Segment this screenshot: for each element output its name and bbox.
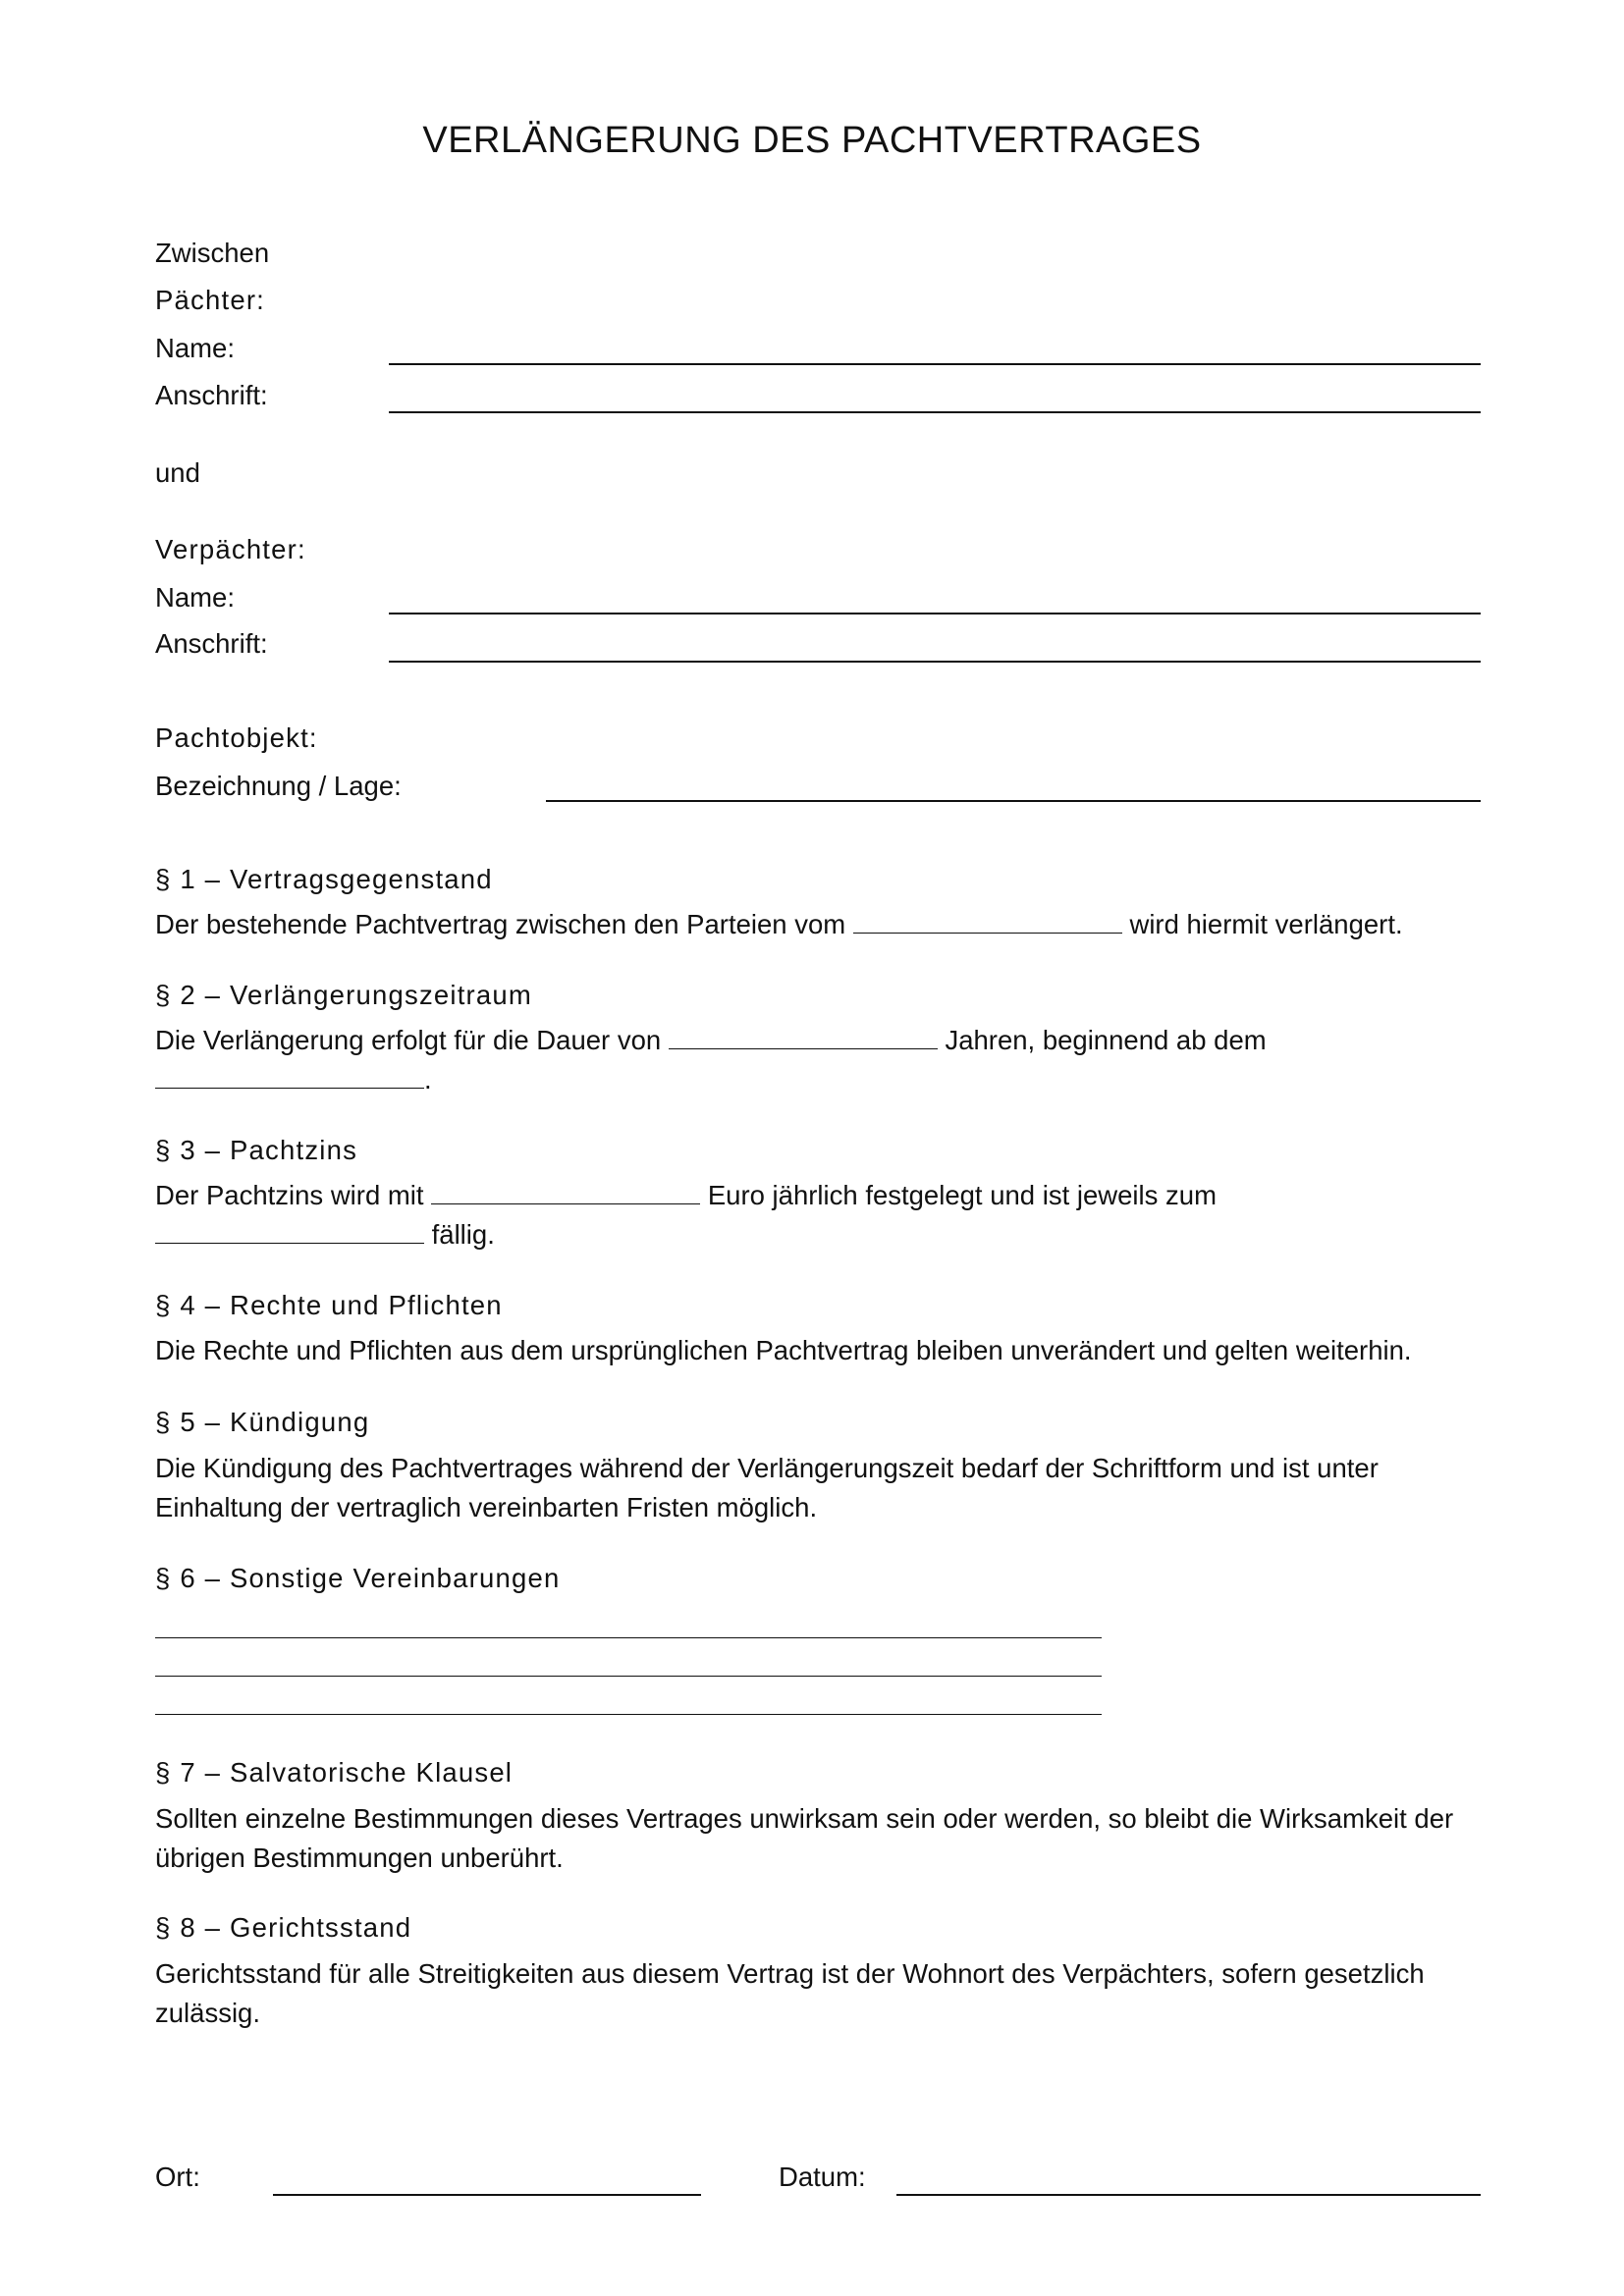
section-8-heading: § 8 – Gerichtsstand — [155, 1912, 412, 1943]
ort-line[interactable] — [273, 2194, 701, 2196]
section-4-text: Die Rechte und Pflichten aus dem ursprünglichen Pachtvertrag bleiben unverändert und gelten weiterhin. — [155, 1335, 1412, 1365]
contract-date-blank[interactable] — [853, 911, 1122, 934]
section-3-text-line2 — [155, 1215, 495, 1255]
section-8-text-line2: zulässig. — [155, 1998, 260, 2028]
section-5-heading: § 5 – Kündigung — [155, 1407, 370, 1437]
label-paechter-name: Name: — [155, 333, 235, 363]
label-paechter-anschrift: Anschrift: — [155, 380, 268, 410]
section-1-text — [155, 905, 1403, 944]
label-verpaechter-name: Name: — [155, 582, 235, 613]
section-8-text-line1: Gerichtsstand für alle Streitigkeiten aus diesem Vertrag ist der Wohnort des Verpächters, sofern gesetzlich — [155, 1958, 1425, 1989]
label-verpaechter-anschrift: Anschrift: — [155, 628, 268, 659]
sonstige-line-3[interactable] — [155, 1714, 1102, 1715]
sonstige-line-1[interactable] — [155, 1637, 1102, 1638]
section-3-text-a: Der Pachtzins wird mit — [155, 1180, 424, 1210]
label-und: und — [155, 457, 200, 488]
verpaechter-anschrift-line[interactable] — [389, 661, 1481, 663]
label-datum: Datum: — [779, 2162, 866, 2192]
section-2-text-b: Jahren, beginnend ab dem — [945, 1025, 1267, 1055]
label-zwischen: Zwischen — [155, 238, 270, 268]
label-verpaechter: Verpächter: — [155, 534, 306, 564]
due-date-blank[interactable] — [155, 1221, 424, 1244]
section-1-text-b: wird hiermit verlängert. — [1129, 909, 1403, 939]
section-2-text-line2 — [155, 1060, 432, 1099]
section-2-text-a: Die Verlängerung erfolgt für die Dauer von — [155, 1025, 662, 1055]
label-bezeichnung-lage: Bezeichnung / Lage: — [155, 771, 402, 801]
section-3-text-b: Euro jährlich festgelegt und ist jeweils zum — [707, 1180, 1217, 1210]
section-5-text-line1: Die Kündigung des Pachtvertrages während der Verlängerungszeit bedarf der Schriftform und ist unter — [155, 1453, 1379, 1483]
section-7-text-line2: übrigen Bestimmungen unberührt. — [155, 1842, 564, 1873]
rent-amount-blank[interactable] — [431, 1182, 700, 1204]
section-6-heading: § 6 – Sonstige Vereinbarungen — [155, 1563, 561, 1593]
verpaechter-name-line[interactable] — [389, 613, 1481, 614]
label-paechter: Pächter: — [155, 285, 266, 315]
paechter-name-line[interactable] — [389, 363, 1481, 365]
sonstige-line-2[interactable] — [155, 1676, 1102, 1677]
section-2-heading: § 2 – Verlängerungszeitraum — [155, 980, 533, 1010]
document-title: VERLÄNGERUNG DES PACHTVERTRAGES — [422, 120, 1202, 161]
section-3-heading: § 3 – Pachtzins — [155, 1135, 358, 1165]
label-ort: Ort: — [155, 2162, 200, 2192]
datum-line[interactable] — [896, 2194, 1481, 2196]
section-4-heading: § 4 – Rechte und Pflichten — [155, 1290, 503, 1320]
start-date-blank[interactable] — [155, 1066, 424, 1089]
section-1-text-a: Der bestehende Pachtvertrag zwischen den Parteien vom — [155, 909, 846, 939]
section-1-heading: § 1 – Vertragsgegenstand — [155, 864, 493, 894]
section-7-heading: § 7 – Salvatorische Klausel — [155, 1757, 514, 1788]
section-5-text-line2: Einhaltung der vertraglich vereinbarten Fristen möglich. — [155, 1492, 818, 1522]
section-2-text-c: . — [424, 1064, 432, 1095]
bezeichnung-lage-line[interactable] — [546, 800, 1481, 802]
section-2-text-line1 — [155, 1021, 1267, 1060]
paechter-anschrift-line[interactable] — [389, 411, 1481, 413]
duration-years-blank[interactable] — [669, 1027, 938, 1049]
section-3-text-line1 — [155, 1176, 1217, 1215]
section-3-text-c: fällig. — [431, 1219, 495, 1250]
label-pachtobjekt: Pachtobjekt: — [155, 722, 318, 753]
section-7-text-line1: Sollten einzelne Bestimmungen dieses Vertrages unwirksam sein oder werden, so bleibt die Wirksamkeit der — [155, 1803, 1454, 1834]
